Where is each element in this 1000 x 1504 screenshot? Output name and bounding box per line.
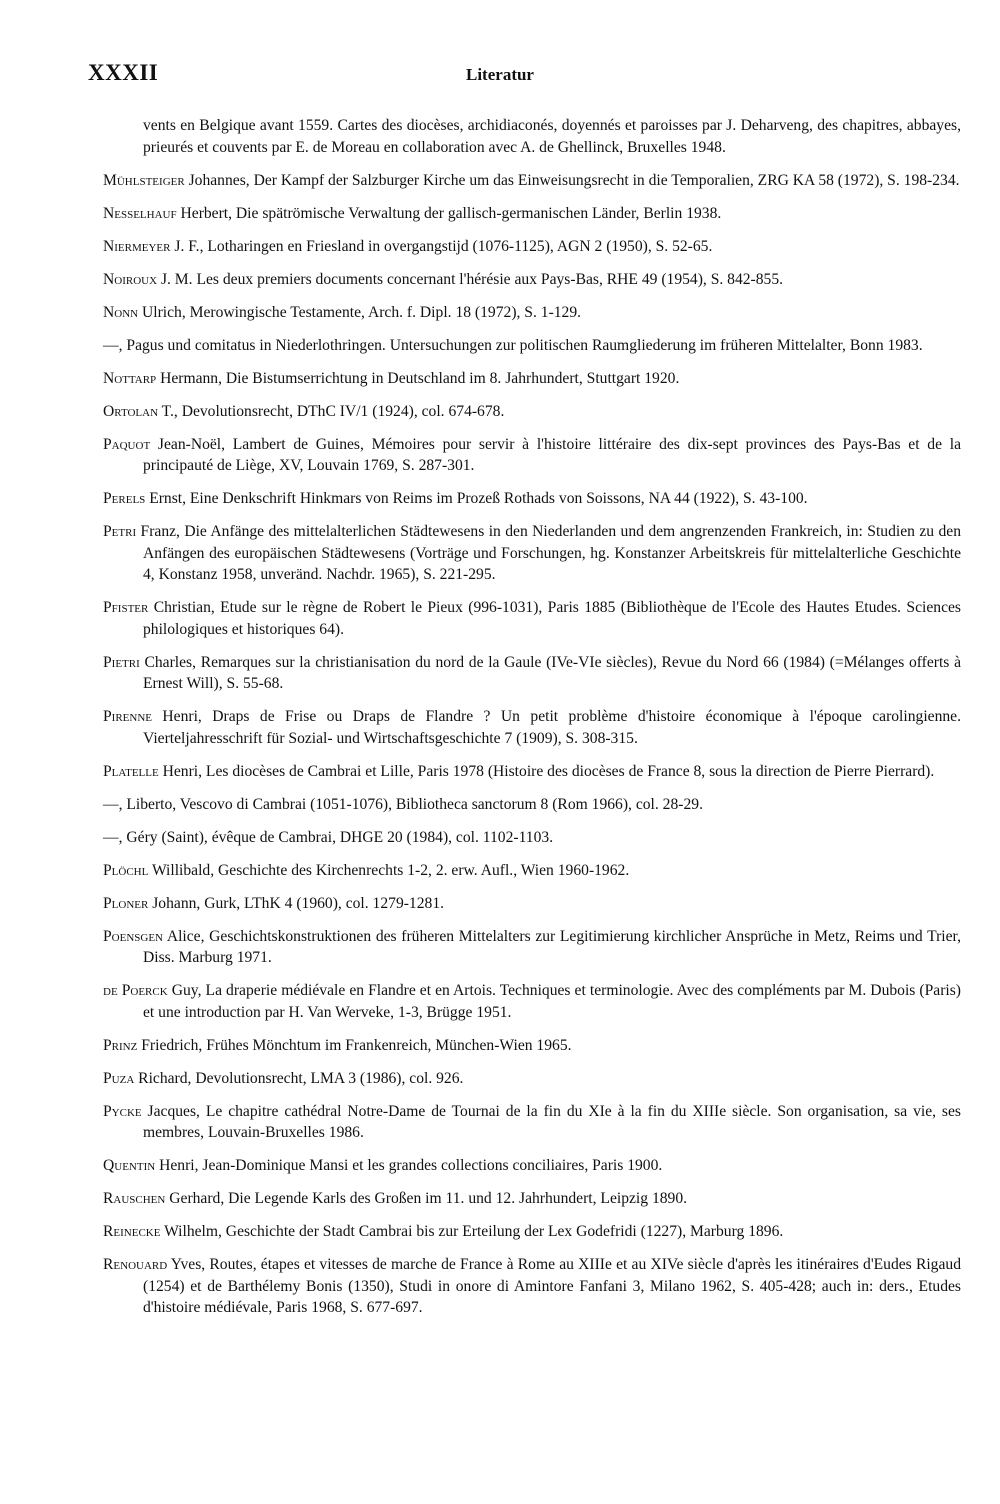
entry-text: —, Liberto, Vescovo di Cambrai (1051-1076), Bibliotheca sanctorum 8 (Rom 1966), col. 28-29.	[103, 795, 703, 813]
bibliography-entry	[103, 401, 961, 423]
bibliography-entry	[103, 236, 961, 258]
bibliography-entry	[103, 860, 961, 882]
entry-author: Pfister	[103, 599, 149, 616]
entry-author: Noiroux	[103, 270, 158, 288]
bibliography-entry	[103, 1221, 961, 1243]
bibliography-entry	[103, 597, 961, 640]
entry-author: Pirenne	[103, 708, 152, 725]
bibliography-entry	[103, 1254, 961, 1319]
bibliography-entry	[103, 1068, 961, 1090]
entry-author: Quentin	[103, 1157, 156, 1174]
bibliography-entry	[103, 1188, 961, 1210]
entry-author: Ploner	[103, 894, 149, 912]
entry-author: Renouard	[103, 1256, 168, 1273]
entry-text: Hermann, Die Bistumserrichtung in Deutschland im 8. Jahrhundert, Stuttgart 1920.	[156, 369, 680, 387]
bibliography-entry	[103, 170, 961, 192]
bibliography-entry	[103, 521, 961, 586]
bibliography-entry	[103, 1101, 961, 1144]
entry-text: Wilhelm, Geschichte der Stadt Cambrai bis zur Erteilung der Lex Godefridi (1227), Marburg 1896.	[160, 1223, 784, 1240]
bibliography-entry	[103, 926, 961, 969]
entry-author: Poensgen	[103, 927, 164, 945]
bibliography-entry	[103, 368, 961, 390]
bibliography-entry	[103, 269, 961, 291]
entry-text: J. F., Lotharingen en Friesland in overgangstijd (1076-1125), AGN 2 (1950), S. 52-65.	[170, 237, 713, 255]
entry-text: Charles, Remarques sur la christianisation du nord de la Gaule (IVe-VIe siècles), Revue du Nord 66 (1984) (=Mélanges offerts à Ernest Will), S. 55-68.	[139, 653, 961, 692]
bibliography-entry	[103, 980, 961, 1023]
entry-author: Niermeyer	[103, 237, 171, 255]
entry-text: —, Géry (Saint), évêque de Cambrai, DHGE 20 (1984), col. 1102-1103.	[103, 828, 554, 846]
entry-author: Mühlsteiger	[103, 171, 185, 189]
running-title: Literatur	[466, 65, 534, 84]
entry-author: Reinecke	[103, 1223, 161, 1240]
entry-text: Ernst, Eine Denkschrift Hinkmars von Reims im Prozeß Rothads von Soissons, NA 44 (1922), S. 43-100.	[145, 490, 808, 507]
bibliography-entry	[103, 434, 961, 477]
entry-text: Yves, Routes, étapes et vitesses de marche de France à Rome au XIIIe et au XIVe siècle d'après les itinéraires d'Eudes Rigaud (1254) et de Barthélemy Bonis (1350), Studi in onore di Amintore Fanfani 3, Milano 1962, S. 405-428; auch in: ders., Etudes d'histoire médiévale, Paris 1968, S. 677-697.	[143, 1256, 961, 1316]
entry-text: Franz, Die Anfänge des mittelalterlichen Städtewesens in den Niederlanden und dem angrenzenden Frankreich, in: Studien zu den Anfängen des europäischen Städtewesens (Vorträge und Forschungen, hg. Konstanzer Arbeitskreis für mittelalterliche Geschichte 4, Konstanz 1958, unveränd. Nachdr. 1965), S. 221-295.	[136, 523, 961, 583]
entry-author: Nonn	[103, 303, 139, 321]
bibliography-entry	[103, 706, 961, 749]
entry-text: Alice, Geschichtskonstruktionen des früheren Mittelalters zur Legitimierung kirchlicher Ansprüche in Metz, Reims und Trier, Diss. Marburg 1971.	[143, 927, 961, 966]
entry-text: Henri, Jean-Dominique Mansi et les grandes collections conciliaires, Paris 1900.	[155, 1157, 663, 1174]
entry-author: Nesselhauf	[103, 204, 177, 222]
page-number: XXXII	[88, 60, 159, 85]
bibliography-entry	[115, 115, 961, 158]
entry-author: Puza	[103, 1069, 135, 1087]
entry-text: —, Pagus und comitatus in Niederlothringen. Untersuchungen zur politischen Raumgliederung im früheren Mittelalter, Bonn 1983.	[103, 336, 923, 354]
bibliography-entry	[103, 335, 961, 357]
entry-author: Pycke	[103, 1102, 142, 1120]
entry-author: Petri	[103, 523, 137, 540]
entry-author: Prinz	[103, 1036, 138, 1054]
entry-author: Pietri	[103, 653, 140, 671]
entry-text: Henri, Draps de Frise ou Draps de Flandre ? Un petit problème d'histoire économique à l'époque carolingienne. Vierteljahresschrift für Sozial- und Wirtschaftsgeschichte 7 (1909), S. 308-315.	[143, 708, 961, 747]
bibliography-entry	[103, 1035, 961, 1057]
entry-text: J. M. Les deux premiers documents concernant l'hérésie aux Pays-Bas, RHE 49 (1954), S. 842-855.	[157, 270, 784, 288]
entry-author: de Poerck	[103, 982, 168, 999]
bibliography-entry	[103, 827, 961, 849]
entry-text: Jean-Noël, Lambert de Guines, Mémoires pour servir à l'histoire littéraire des dix-sept provinces des Pays-Bas et de la principauté de Liège, XV, Louvain 1769, S. 287-301.	[143, 435, 961, 474]
entry-author: Ortolan	[103, 402, 159, 420]
bibliography-entry	[103, 203, 961, 225]
entry-text: Friedrich, Frühes Mönchtum im Frankenreich, München-Wien 1965.	[137, 1036, 572, 1054]
entry-text: Guy, La draperie médiévale en Flandre et en Artois. Techniques et terminologie. Avec des compléments par M. Dubois (Paris) et une introduction par H. Van Werveke, 1-3, Brügge 1951.	[143, 982, 961, 1021]
entry-text: Ulrich, Merowingische Testamente, Arch. f. Dipl. 18 (1972), S. 1-129.	[138, 303, 582, 321]
entry-text: T., Devolutionsrecht, DThC IV/1 (1924), col. 674-678.	[158, 402, 505, 420]
entry-text: Gerhard, Die Legende Karls des Großen im 11. und 12. Jahrhundert, Leipzig 1890.	[165, 1190, 688, 1207]
bibliography-entry	[103, 794, 961, 816]
entry-author: Plöchl	[103, 861, 149, 879]
entry-text: Richard, Devolutionsrecht, LMA 3 (1986), col. 926.	[134, 1069, 464, 1087]
bibliography-entry	[103, 893, 961, 915]
entry-author: Platelle	[103, 762, 159, 780]
entry-text: vents en Belgique avant 1559. Cartes des diocèses, archidiaconés, doyennés et paroisses par J. Deharveng, des chapitres, abbayes, prieurés et couvents par E. de Moreau en collaboration avec A. de Ghellinck, Bruxelles 1948.	[143, 117, 961, 156]
entry-author: Nottarp	[103, 369, 157, 387]
entry-text: Christian, Etude sur le règne de Robert le Pieux (996-1031), Paris 1885 (Bibliothèque de l'Ecole des Hautes Etudes. Sciences philologiques et historiques 64).	[143, 599, 961, 638]
entry-author: Perels	[103, 490, 146, 507]
entry-author: Rauschen	[103, 1190, 166, 1207]
entry-text: Jacques, Le chapitre cathédral Notre-Dame de Tournai de la fin du XIe à la fin du XIIIe siècle. Son organisation, sa vie, ses membres, Louvain-Bruxelles 1986.	[141, 1102, 961, 1141]
bibliography-entry	[103, 1155, 961, 1177]
bibliography-list	[103, 115, 961, 1330]
entry-author: Paquot	[103, 435, 151, 453]
entry-text: Herbert, Die spätrömische Verwaltung der gallisch-germanischen Länder, Berlin 1938.	[176, 204, 722, 222]
bibliography-entry	[103, 652, 961, 695]
bibliography-entry	[103, 302, 961, 324]
entry-text: Johann, Gurk, LThK 4 (1960), col. 1279-1281.	[148, 894, 445, 912]
bibliography-entry	[103, 488, 961, 510]
entry-text: Willibald, Geschichte des Kirchenrechts 1-2, 2. erw. Aufl., Wien 1960-1962.	[148, 861, 630, 879]
entry-text: Henri, Les diocèses de Cambrai et Lille, Paris 1978 (Histoire des diocèses de France 8, sous la direction de Pierre Pierrard).	[158, 762, 935, 780]
bibliography-entry	[103, 761, 961, 783]
entry-text: Johannes, Der Kampf der Salzburger Kirche um das Einweisungsrecht in die Temporalien, ZRG KA 58 (1972), S. 198-234.	[184, 171, 960, 189]
